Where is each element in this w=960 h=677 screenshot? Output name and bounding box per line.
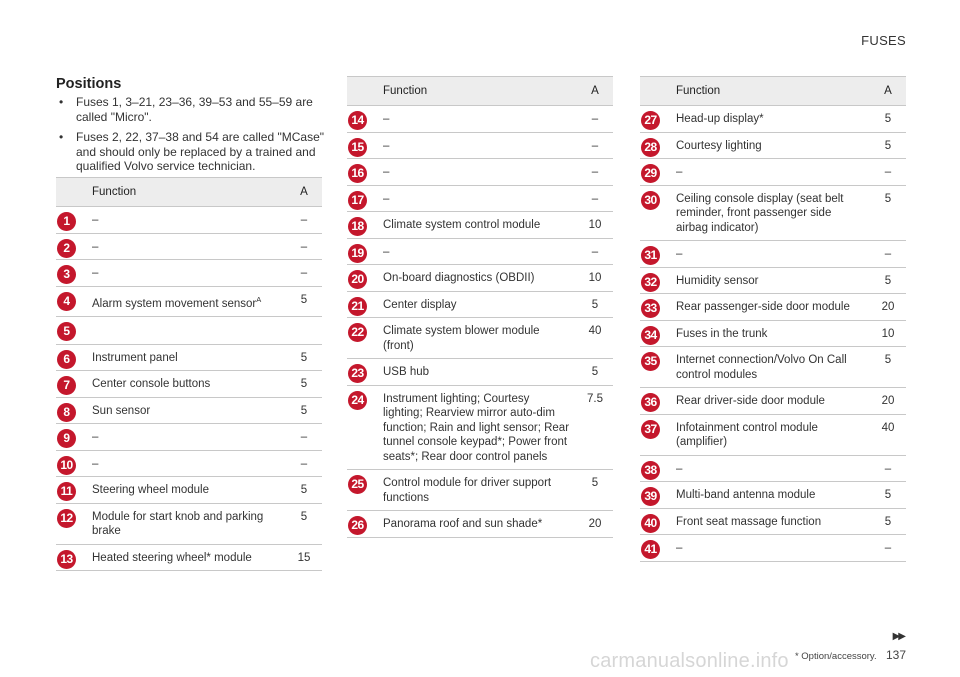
fuse-table	[56, 177, 322, 571]
fuse-function-cell	[86, 424, 286, 451]
header-amperage: A	[870, 77, 906, 106]
fuse-function-text: Front seat massage function	[676, 515, 822, 528]
fuse-number-badge: 27	[641, 111, 660, 130]
fuse-amperage-cell: 5	[577, 291, 613, 318]
fuse-function-text: Climate system blower module (front)	[383, 325, 540, 352]
fuse-function-cell	[377, 212, 577, 239]
fuse-function-text: –	[383, 139, 390, 152]
fuse-function-text: Humidity sensor	[676, 274, 759, 287]
fuse-number-cell	[640, 241, 670, 268]
fuse-number-badge: 31	[641, 246, 660, 265]
fuse-function-cell	[86, 286, 286, 316]
fuse-amperage-cell: 15	[286, 544, 322, 571]
fuse-table	[640, 76, 906, 562]
fuse-number-cell	[56, 450, 86, 477]
fuse-amperage-cell: 5	[577, 470, 613, 511]
fuse-function-cell	[86, 544, 286, 571]
fuse-function-cell	[670, 106, 870, 133]
fuse-function-cell	[377, 291, 577, 318]
next-page-icon[interactable]: ▶▶	[892, 631, 904, 642]
table-row	[640, 106, 906, 133]
fuse-function-cell	[86, 207, 286, 234]
table-row	[640, 455, 906, 482]
section-header: FUSES	[861, 33, 906, 48]
fuse-number-badge: 36	[641, 393, 660, 412]
fuse-number-cell	[347, 159, 377, 186]
fuse-number-badge: 41	[641, 540, 660, 559]
table-row	[347, 185, 613, 212]
table-row	[56, 316, 322, 344]
header-number	[640, 77, 670, 106]
fuse-number-cell	[56, 286, 86, 316]
fuse-table-2	[347, 76, 613, 538]
fuse-function-text: Rear driver-side door module	[676, 395, 825, 407]
fuse-function-cell	[377, 470, 577, 511]
fuse-function-cell	[377, 238, 577, 265]
table-row	[640, 267, 906, 294]
page-number: 137	[885, 648, 906, 662]
fuse-function-cell	[377, 265, 577, 292]
fuse-number-cell	[640, 414, 670, 455]
fuse-number-badge: 33	[641, 299, 660, 318]
table-row	[56, 450, 322, 477]
fuse-function-text: Multi-band antenna module	[676, 489, 816, 501]
fuse-function-text: Courtesy lighting	[676, 139, 762, 152]
fuse-number-badge: 25	[348, 475, 367, 494]
fuse-number-cell	[347, 359, 377, 386]
table-row	[347, 265, 613, 292]
fuse-function-text: Steering wheel module	[92, 484, 209, 497]
fuse-number-badge: 8	[57, 403, 76, 422]
table-row	[347, 159, 613, 186]
fuse-number-cell	[640, 508, 670, 535]
fuse-number-cell	[640, 106, 670, 133]
fuse-number-cell	[347, 265, 377, 292]
fuse-function-cell	[670, 455, 870, 482]
fuse-function-cell	[670, 132, 870, 159]
footnote-marker: A	[256, 294, 262, 304]
fuse-function-text: –	[676, 166, 683, 178]
fuse-number-badge: 9	[57, 429, 76, 448]
fuse-number-cell	[56, 233, 86, 260]
fuse-number-cell	[56, 371, 86, 398]
fuse-number-cell	[56, 397, 86, 424]
table-row	[56, 260, 322, 287]
fuse-number-badge: 6	[57, 350, 76, 369]
fuse-function-cell	[670, 320, 870, 347]
table-row	[56, 371, 322, 398]
fuse-number-badge: 22	[348, 323, 367, 342]
table-row	[640, 535, 906, 562]
table-row	[56, 503, 322, 544]
fuse-number-badge: 5	[57, 322, 76, 341]
fuse-number-badge: 16	[348, 164, 367, 183]
fuse-function-text: –	[92, 431, 99, 444]
fuse-function-text: Alarm system movement sensor	[92, 297, 257, 310]
fuse-amperage-cell: –	[870, 455, 906, 482]
fuse-amperage-cell: 5	[870, 482, 906, 509]
bullet-item: • Fuses 2, 22, 37–38 and 54 are called "MCase" and should only be replaced by a trained and qualified Volvo service technician.	[56, 130, 328, 174]
fuse-function-cell	[670, 294, 870, 321]
fuse-function-text: Climate system control module	[383, 219, 541, 231]
fuse-number-badge: 15	[348, 138, 367, 157]
fuse-number-badge: 2	[57, 239, 76, 258]
fuse-number-cell	[640, 388, 670, 415]
fuse-number-cell	[347, 470, 377, 511]
fuse-amperage-cell: 5	[870, 106, 906, 133]
fuse-number-badge: 34	[641, 326, 660, 345]
fuse-amperage-cell: 5	[870, 508, 906, 535]
fuse-amperage-cell: –	[870, 535, 906, 562]
fuse-number-badge: 7	[57, 376, 76, 395]
fuse-function-text: Head-up display*	[676, 113, 764, 125]
table-row	[640, 414, 906, 455]
option-note: * Option/accessory.	[794, 651, 877, 662]
table-header-row	[640, 77, 906, 106]
table-row	[640, 159, 906, 186]
table-row	[347, 238, 613, 265]
table-row	[347, 385, 613, 470]
fuse-function-cell	[377, 359, 577, 386]
fuse-function-cell	[670, 388, 870, 415]
fuse-number-cell	[56, 544, 86, 571]
fuse-number-cell	[640, 159, 670, 186]
fuse-number-cell	[347, 212, 377, 239]
table-row	[640, 294, 906, 321]
header-function: Function	[86, 178, 286, 207]
positions-title: Positions	[56, 76, 122, 92]
fuse-function-text: Infotainment control module (amplifier)	[676, 421, 818, 448]
table-row	[640, 185, 906, 241]
fuse-number-badge: 24	[348, 391, 367, 410]
fuse-function-cell	[670, 535, 870, 562]
fuse-function-text: USB hub	[383, 366, 430, 378]
table-row	[640, 347, 906, 388]
fuse-number-cell	[347, 185, 377, 212]
fuse-number-cell	[347, 318, 377, 359]
fuse-function-text: Panorama roof and sun shade*	[383, 518, 543, 530]
header-function: Function	[670, 77, 870, 106]
fuse-number-cell	[56, 344, 86, 371]
fuse-function-text: Sun sensor	[92, 404, 151, 417]
fuse-amperage-cell: –	[577, 238, 613, 265]
fuse-function-text: –	[92, 214, 99, 226]
fuse-amperage-cell: –	[286, 207, 322, 234]
positions-bullet-list	[56, 95, 328, 180]
fuse-number-badge: 20	[348, 270, 367, 289]
fuse-amperage-cell: –	[577, 185, 613, 212]
fuse-function-cell	[86, 260, 286, 287]
fuse-function-cell	[670, 508, 870, 535]
fuse-function-text: –	[383, 192, 390, 205]
fuse-amperage-cell: 5	[286, 286, 322, 316]
fuse-function-cell	[377, 159, 577, 186]
fuse-amperage-cell: –	[286, 424, 322, 451]
fuse-amperage-cell: 20	[577, 511, 613, 538]
table-row	[640, 241, 906, 268]
header-number	[56, 178, 86, 207]
table-row	[640, 388, 906, 415]
fuse-number-badge: 32	[641, 273, 660, 292]
fuse-number-badge: 13	[57, 550, 76, 569]
fuse-amperage-cell: 5	[286, 344, 322, 371]
header-function: Function	[377, 77, 577, 106]
fuse-function-text: –	[92, 457, 99, 470]
fuse-number-cell	[56, 316, 86, 344]
table-row	[640, 482, 906, 509]
table-row	[640, 508, 906, 535]
fuse-function-text: On-board diagnostics (OBDII)	[383, 272, 535, 284]
fuse-amperage-cell: –	[286, 260, 322, 287]
fuse-function-text: Ceiling console display (seat belt reminder, front passenger side airbag indicator)	[676, 192, 844, 234]
fuse-function-cell	[86, 344, 286, 371]
fuse-amperage-cell: 20	[870, 294, 906, 321]
fuse-number-cell	[640, 482, 670, 509]
fuse-number-cell	[347, 385, 377, 470]
fuse-number-badge: 4	[57, 292, 76, 311]
fuse-function-text: –	[92, 267, 99, 279]
fuse-function-cell	[86, 316, 286, 344]
table-row	[347, 291, 613, 318]
header-number	[347, 77, 377, 106]
header-amperage: A	[286, 178, 322, 207]
fuse-amperage-cell: 10	[577, 212, 613, 239]
table-row	[56, 397, 322, 424]
fuse-function-cell	[670, 482, 870, 509]
fuse-amperage-cell: –	[870, 159, 906, 186]
fuse-number-badge: 28	[641, 138, 660, 157]
fuse-function-cell	[670, 267, 870, 294]
fuse-amperage-cell: 5	[870, 347, 906, 388]
fuse-function-cell	[377, 106, 577, 133]
fuse-function-cell	[377, 385, 577, 470]
fuse-function-cell	[670, 185, 870, 241]
fuse-number-cell	[347, 132, 377, 159]
fuse-number-badge: 23	[348, 364, 367, 383]
fuse-function-text: –	[676, 462, 683, 475]
fuse-number-badge: 29	[641, 164, 660, 183]
fuse-amperage-cell: –	[577, 159, 613, 186]
fuse-function-text: –	[676, 542, 683, 554]
fuse-table-3	[640, 76, 906, 562]
fuse-number-badge: 19	[348, 244, 367, 263]
fuse-function-cell	[670, 414, 870, 455]
fuse-function-text: Internet connection/Volvo On Call control modules	[676, 354, 847, 381]
fuse-amperage-cell: 5	[286, 477, 322, 504]
fuse-function-cell	[86, 371, 286, 398]
fuse-function-text: –	[383, 245, 390, 258]
fuse-number-badge: 10	[57, 456, 76, 475]
table-row	[347, 511, 613, 538]
fuse-amperage-cell: –	[577, 106, 613, 133]
fuse-number-cell	[640, 132, 670, 159]
fuse-function-cell	[377, 318, 577, 359]
fuse-number-badge: 35	[641, 352, 660, 371]
table-header-row	[56, 178, 322, 207]
fuse-number-badge: 18	[348, 217, 367, 236]
fuse-amperage-cell: 20	[870, 388, 906, 415]
fuse-function-cell	[86, 233, 286, 260]
fuse-number-badge: 14	[348, 111, 367, 130]
table-row	[56, 286, 322, 316]
fuse-number-cell	[56, 503, 86, 544]
fuse-number-cell	[56, 424, 86, 451]
fuse-function-cell	[86, 450, 286, 477]
fuse-number-cell	[347, 291, 377, 318]
fuse-amperage-cell: 40	[870, 414, 906, 455]
fuse-number-cell	[640, 320, 670, 347]
fuse-number-badge: 21	[348, 297, 367, 316]
fuse-number-badge: 37	[641, 420, 660, 439]
fuse-amperage-cell: –	[577, 132, 613, 159]
table-row	[347, 318, 613, 359]
fuse-number-cell	[347, 511, 377, 538]
table-row	[56, 344, 322, 371]
bullet-item: • Fuses 1, 3–21, 23–36, 39–53 and 55–59 are called "Micro".	[56, 95, 328, 124]
fuse-number-badge: 11	[57, 482, 76, 501]
fuse-function-cell	[86, 397, 286, 424]
fuse-number-badge: 12	[57, 509, 76, 528]
table-row	[56, 207, 322, 234]
fuse-number-cell	[56, 477, 86, 504]
fuse-function-text: Center display	[383, 298, 457, 311]
fuse-table-1	[56, 177, 322, 571]
header-amperage: A	[577, 77, 613, 106]
fuse-amperage-cell: –	[870, 241, 906, 268]
fuse-number-cell	[640, 294, 670, 321]
fuse-function-cell	[86, 503, 286, 544]
fuse-function-cell	[377, 132, 577, 159]
fuse-number-badge: 30	[641, 191, 660, 210]
fuse-amperage-cell	[286, 316, 322, 344]
fuse-function-text: Fuses in the trunk	[676, 327, 768, 340]
table-row	[56, 544, 322, 571]
table-header-row	[347, 77, 613, 106]
fuse-number-badge: 40	[641, 514, 660, 533]
fuse-number-badge: 1	[57, 212, 76, 231]
fuse-function-text: –	[383, 166, 390, 178]
fuse-number-cell	[56, 207, 86, 234]
table-row	[56, 424, 322, 451]
fuse-function-text: –	[383, 113, 390, 125]
fuse-function-text: Center console buttons	[92, 378, 211, 391]
fuse-function-text: Module for start knob and parking brake	[92, 510, 264, 538]
table-row	[347, 212, 613, 239]
fuse-number-cell	[640, 185, 670, 241]
fuse-number-cell	[640, 267, 670, 294]
fuse-function-text: Heated steering wheel* module	[92, 551, 252, 564]
page-footer	[795, 648, 906, 662]
fuse-function-cell	[377, 185, 577, 212]
fuse-amperage-cell: –	[286, 233, 322, 260]
fuse-amperage-cell: 7.5	[577, 385, 613, 470]
fuse-number-cell	[56, 260, 86, 287]
fuse-function-cell	[377, 511, 577, 538]
fuse-amperage-cell: 5	[286, 503, 322, 544]
fuse-function-cell	[670, 159, 870, 186]
fuse-number-cell	[640, 535, 670, 562]
fuse-number-badge: 3	[57, 265, 76, 284]
fuse-amperage-cell: 5	[286, 371, 322, 398]
fuse-number-cell	[347, 106, 377, 133]
fuse-function-cell	[670, 347, 870, 388]
fuse-table	[347, 76, 613, 538]
fuse-function-cell	[86, 477, 286, 504]
table-row	[640, 320, 906, 347]
table-row	[56, 477, 322, 504]
fuse-function-text: Instrument lighting; Courtesy lighting; Rearview mirror auto-dim function; Rain and light sensor; Rear tunnel console keypad*; Power front seats*; Rear door control panels	[383, 392, 570, 463]
fuse-amperage-cell: 5	[577, 359, 613, 386]
fuse-number-badge: 26	[348, 516, 367, 535]
fuse-function-text: –	[676, 248, 683, 260]
fuse-amperage-cell: 5	[870, 132, 906, 159]
fuse-amperage-cell: 5	[286, 397, 322, 424]
fuse-function-text: Rear passenger-side door module	[676, 301, 850, 313]
table-row	[347, 359, 613, 386]
fuse-number-badge: 39	[641, 487, 660, 506]
fuse-number-cell	[640, 347, 670, 388]
fuse-amperage-cell: –	[286, 450, 322, 477]
fuse-amperage-cell: 10	[870, 320, 906, 347]
fuse-amperage-cell: 10	[577, 265, 613, 292]
fuse-function-text: Instrument panel	[92, 351, 178, 364]
fuse-amperage-cell: 5	[870, 185, 906, 241]
fuse-function-text: Control module for driver support functions	[383, 477, 552, 504]
table-row	[640, 132, 906, 159]
fuse-amperage-cell: 5	[870, 267, 906, 294]
table-row	[347, 470, 613, 511]
table-row	[56, 233, 322, 260]
fuse-number-cell	[640, 455, 670, 482]
fuse-number-badge: 38	[641, 461, 660, 480]
table-row	[347, 106, 613, 133]
fuse-function-cell	[670, 241, 870, 268]
fuse-function-text: –	[92, 240, 99, 253]
watermark: carmanualsonline.info	[590, 650, 789, 672]
fuse-number-badge: 17	[348, 191, 367, 210]
fuse-amperage-cell: 40	[577, 318, 613, 359]
fuse-number-cell	[347, 238, 377, 265]
table-row	[347, 132, 613, 159]
